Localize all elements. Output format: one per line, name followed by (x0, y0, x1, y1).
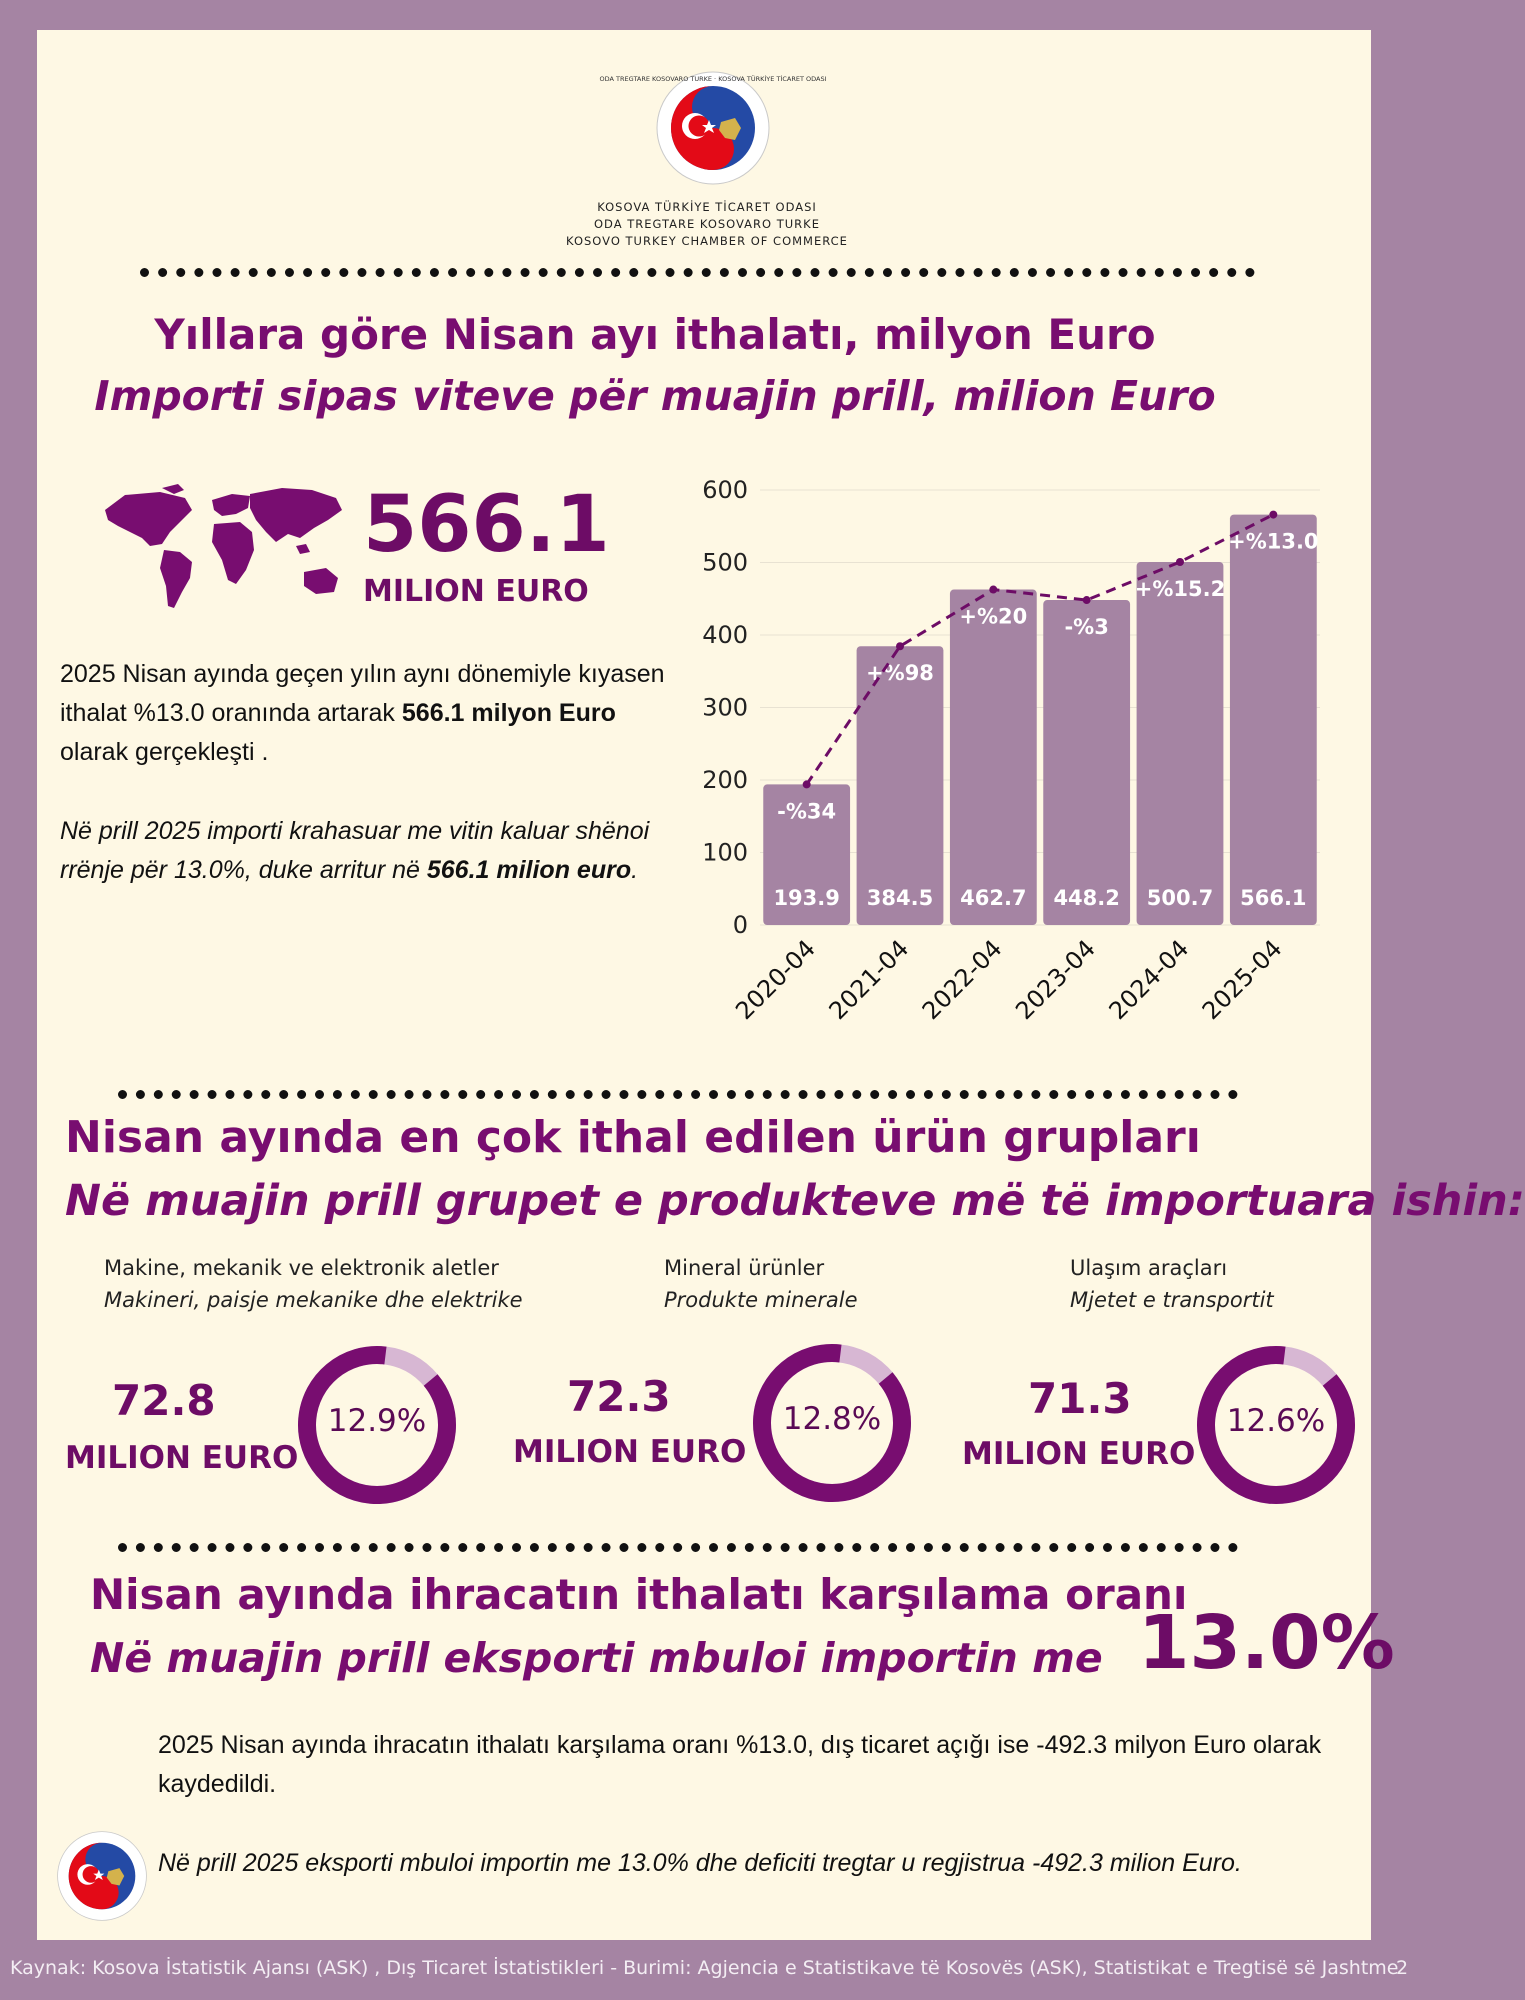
group2-value: 72.3 (567, 1372, 671, 1421)
group1-share-label: 12.9% (327, 1403, 427, 1439)
org-name-tr: KOSOVA TÜRKİYE TİCARET ODASI (597, 200, 817, 214)
group1-unit: MILION EURO (65, 1440, 299, 1476)
group3-name: Ulaşım araçları Mjetet e transportit (1070, 1256, 1274, 1312)
divider-2 (118, 1090, 1238, 1099)
y-tick-label: 400 (702, 621, 748, 649)
page-number: 2 (1396, 1957, 1409, 1979)
chamber-logo-small (56, 1830, 148, 1922)
bar-value-label: 193.9 (773, 886, 840, 910)
bar-value-label: 566.1 (1240, 886, 1307, 910)
y-tick-label: 300 (702, 693, 748, 722)
bar (857, 646, 944, 925)
section3-title-tr: Nisan ayında ihracatın ithalatı karşılama oranı (90, 1570, 1188, 1619)
trend-point (1269, 511, 1277, 519)
change-label: +%13.0 (1228, 529, 1319, 554)
y-tick-label: 200 (702, 766, 748, 794)
group2-unit: MILION EURO (513, 1434, 747, 1470)
change-label: +%98 (866, 661, 934, 686)
group1-value: 72.8 (112, 1376, 216, 1425)
bar-value-label: 384.5 (866, 886, 934, 910)
y-tick-label: 100 (702, 838, 748, 867)
group2-name: Mineral ürünler Produkte minerale (664, 1256, 858, 1312)
x-tick-label: 2024-04 (1103, 934, 1195, 1026)
y-tick-label: 0 (732, 911, 748, 939)
section2-title-tr: Nisan ayında en çok ithal edilen ürün grupları (65, 1112, 1201, 1163)
bar (950, 590, 1037, 925)
group2-share-donut (752, 1343, 912, 1503)
group2-share-label: 12.8% (782, 1401, 882, 1437)
coverage-text-tr: 2025 Nisan ayında ihracatın ithalatı karşılama oranı %13.0, dış ticaret açığı ise -492.3 milyon Euro olarak kaydedildi. (158, 1731, 1322, 1798)
section1-title-sq: Importi sipas viteve për muajin prill, milion Euro (94, 372, 1216, 420)
bar-value-label: 500.7 (1146, 886, 1214, 910)
group1-name: Makine, mekanik ve elektronik aletler Makineri, paisje mekanike dhe elektrike (104, 1256, 523, 1312)
summary-text-tr: 2025 Nisan ayında geçen yılın aynı dönemiyle kıyasen ithalat %13.0 oranında artarak 566.1 milyon Euro olarak gerçekleşti . (60, 660, 665, 766)
group3-share-donut (1196, 1345, 1356, 1505)
bar (1134, 562, 1226, 925)
import-total-value: 566.1 (363, 480, 610, 570)
divider-3 (118, 1543, 1238, 1552)
org-name-sq: ODA TREGTARE KOSOVARO TURKE (594, 217, 820, 231)
import-bar-chart (680, 460, 1330, 1060)
y-tick-label: 600 (702, 476, 748, 504)
group3-unit: MILION EURO (962, 1436, 1196, 1472)
footer-source: Kaynak: Kosova İstatistik Ajansı (ASK) , Dış Ticaret İstatistikleri - Burimi: Agjencia e Statistikave të Kosovës (ASK), Statistikat e Tregtisë së Jashtme (10, 1957, 1399, 1979)
y-tick-label: 500 (702, 548, 748, 577)
trend-point (896, 642, 904, 650)
change-label: +%20 (959, 604, 1028, 629)
trend-point (989, 586, 997, 594)
org-name-en: KOSOVO TURKEY CHAMBER OF COMMERCE (566, 234, 848, 248)
trend-point (1176, 558, 1184, 566)
chamber-logo (599, 70, 827, 186)
section3-title-sq: Në muajin prill eksporti mbuloi importin me (90, 1634, 1103, 1682)
world-map-icon (100, 480, 350, 620)
bar (1230, 515, 1317, 925)
group1-share-donut (297, 1345, 457, 1505)
x-tick-label: 2023-04 (1010, 934, 1101, 1026)
trend-point (803, 780, 811, 788)
import-total-unit: MILION EURO (363, 574, 589, 609)
coverage-ratio-value: 13.0% (1138, 1600, 1395, 1686)
change-label: +%15.2 (1134, 576, 1226, 601)
summary-text-sq: Në prill 2025 importi krahasuar me vitin kaluar shënoi rrënje për 13.0%, duke arritur në 566.1 milion euro. (60, 817, 650, 884)
section2-title-sq: Në muajin prill grupet e produkteve më të importuara ishin: (65, 1176, 1525, 1226)
coverage-text-sq: Në prill 2025 eksporti mbuloi importin me 13.0% dhe deficiti tregtar u regjistrua -492.3 milion Euro. (158, 1849, 1242, 1877)
x-tick-label: 2022-04 (916, 934, 1008, 1026)
section1-title-tr: Yıllara göre Nisan ayı ithalatı, milyon Euro (154, 310, 1156, 359)
bar-value-label: 448.2 (1053, 886, 1120, 910)
logo-seal-text: ODA TREGTARE KOSOVARO TURKE · KOSOVA TÜRKİYE TİCARET ODASI (599, 75, 827, 83)
change-label: -%34 (777, 799, 837, 824)
change-label: -%3 (1064, 615, 1109, 640)
bar-value-label: 462.7 (960, 886, 1027, 910)
divider-1 (140, 268, 1255, 277)
x-tick-label: 2025-04 (1196, 934, 1288, 1026)
trend-point (1083, 596, 1091, 604)
group3-share-label: 12.6% (1226, 1403, 1326, 1439)
bar (1043, 600, 1130, 925)
group3-value: 71.3 (1028, 1374, 1132, 1423)
x-tick-label: 2021-04 (823, 934, 915, 1026)
x-tick-label: 2020-04 (730, 934, 821, 1026)
